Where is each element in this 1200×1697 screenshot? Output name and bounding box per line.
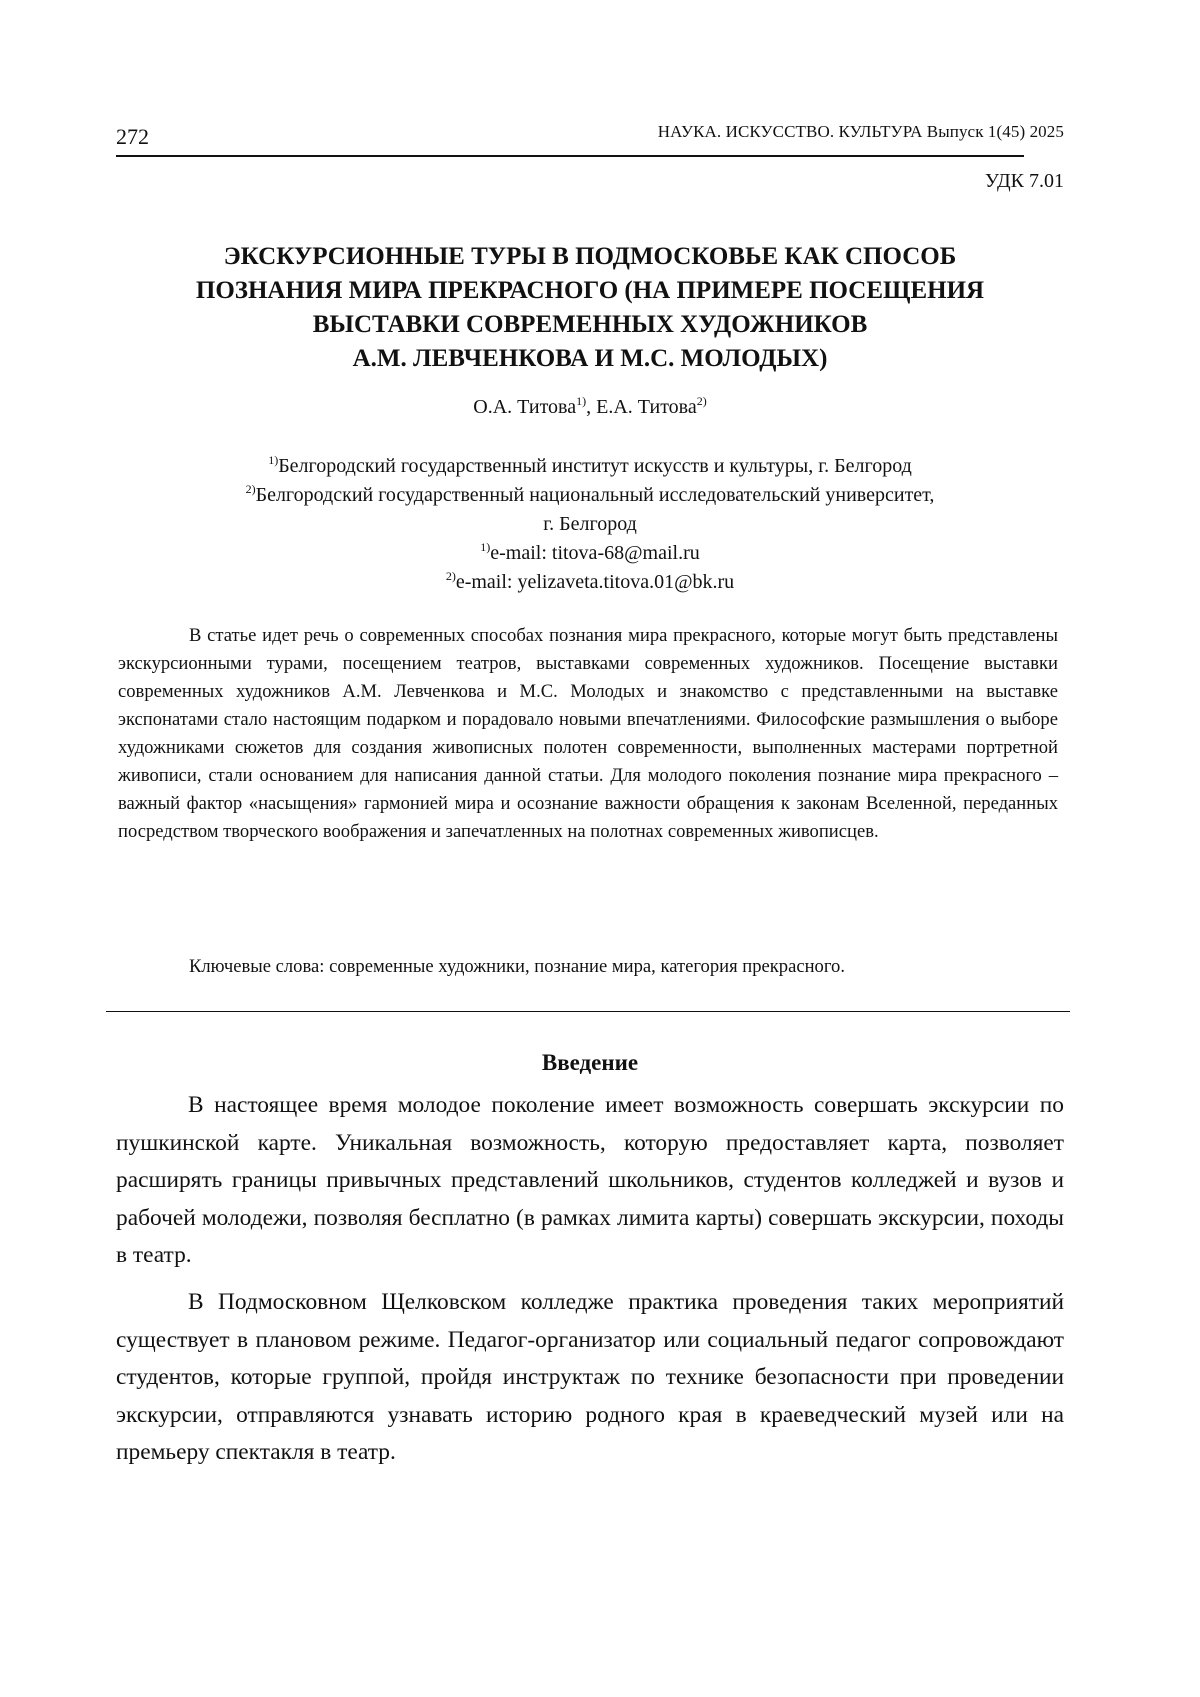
email-mark: 1) <box>480 540 491 554</box>
author-affiliation-mark: 1) <box>576 394 587 408</box>
header-rule <box>116 155 1024 157</box>
page-number: 272 <box>116 124 149 149</box>
author-name: О.А. Титова <box>473 396 577 418</box>
journal-name: НАУКА. ИСКУССТВО. КУЛЬТУРА Выпуск 1(45) 2025 <box>657 122 1064 141</box>
affiliation-text: Белгородский государственный институт искусств и культуры, г. Белгород <box>278 455 912 477</box>
affiliation-mark: 1) <box>268 453 279 467</box>
author-affiliation-mark: 2) <box>696 394 707 408</box>
title-line: А.М. ЛЕВЧЕНКОВА И М.С. МОЛОДЫХ) <box>352 345 828 372</box>
author-list <box>116 396 1064 419</box>
affiliation-text: Белгородский государственный национальный исследовательский университет, <box>255 484 935 506</box>
section-divider <box>106 1011 1070 1012</box>
body-paragraph: В настоящее время молодое поколение имеет возможность совершать экскурсии по пушкинской карте. Уникальная возможность, которую предоставляет карта, позволяет расширять границы привычных представлений школьников, студентов колледжей и вузов и рабочей молодежи, позволяя бесплатно (в рамках лимита карты) совершать экскурсии, походы в театр. <box>116 1092 1064 1269</box>
body-paragraph: В Подмосковном Щелковском колледже практика проведения таких мероприятий существует в плановом режиме. Педагог-организатор или социальный педагог сопровождают студентов, которые группой, пройдя инструктаж по технике безопасности при проведении экскурсии, отправляются узнавать историю родного края в краеведческий музей или на премьеру спектакля в театр. <box>116 1288 1064 1466</box>
udk-code: УДК 7.01 <box>984 170 1064 192</box>
title-line: ПОЗНАНИЯ МИРА ПРЕКРАСНОГО (НА ПРИМЕРЕ ПОСЕЩЕНИЯ <box>195 277 985 304</box>
affiliations <box>116 452 1064 597</box>
title-line: ЭКСКУРСИОННЫЕ ТУРЫ В ПОДМОСКОВЬЕ КАК СПОСОБ <box>223 243 957 270</box>
section-body <box>116 1087 1064 1481</box>
email-mark: 2) <box>445 569 456 583</box>
affiliation-line <box>116 452 1064 481</box>
article-title <box>116 240 1064 376</box>
abstract: В статье идет речь о современных способах познания мира прекрасного, которые могут быть представлены экскурсионными турами, посещением театров, выставками современных художников. Посещение выставки современных художников А.М. Левченкова и М.С. Молодых и знакомство с представленными на выставке экспонатами стало настоящим подарком и порадовало новыми впечатлениями. Философские размышления о выборе художниками сюжетов для создания живописных полотен современности, выполненных мастерами портретной живописи, стали основанием для написания данной статьи. Для молодого поколения познание мира прекрасного – важный фактор «насыщения» гармонией мира и осознание важности обращения к законам Вселенной, переданных посредством творческого воображения и запечатленных на полотнах современных живописцев. <box>118 625 1058 842</box>
section-heading: Введение <box>541 1050 639 1075</box>
running-header <box>116 120 1064 150</box>
email-line <box>116 568 1064 597</box>
affiliation-line: г. Белгород <box>543 513 637 535</box>
email-text: e-mail: yelizaveta.titova.01@bk.ru <box>455 571 735 593</box>
author-name: Е.А. Титова <box>596 396 697 418</box>
keywords: Ключевые слова: современные художники, познание мира, категория прекрасного. <box>189 956 845 977</box>
email-line <box>116 539 1064 568</box>
email-text: e-mail: titova-68@mail.ru <box>490 542 700 564</box>
title-line: ВЫСТАВКИ СОВРЕМЕННЫХ ХУДОЖНИКОВ <box>312 311 868 338</box>
affiliation-mark: 2) <box>245 482 256 496</box>
affiliation-line <box>116 481 1064 510</box>
author-separator: , <box>586 396 597 418</box>
